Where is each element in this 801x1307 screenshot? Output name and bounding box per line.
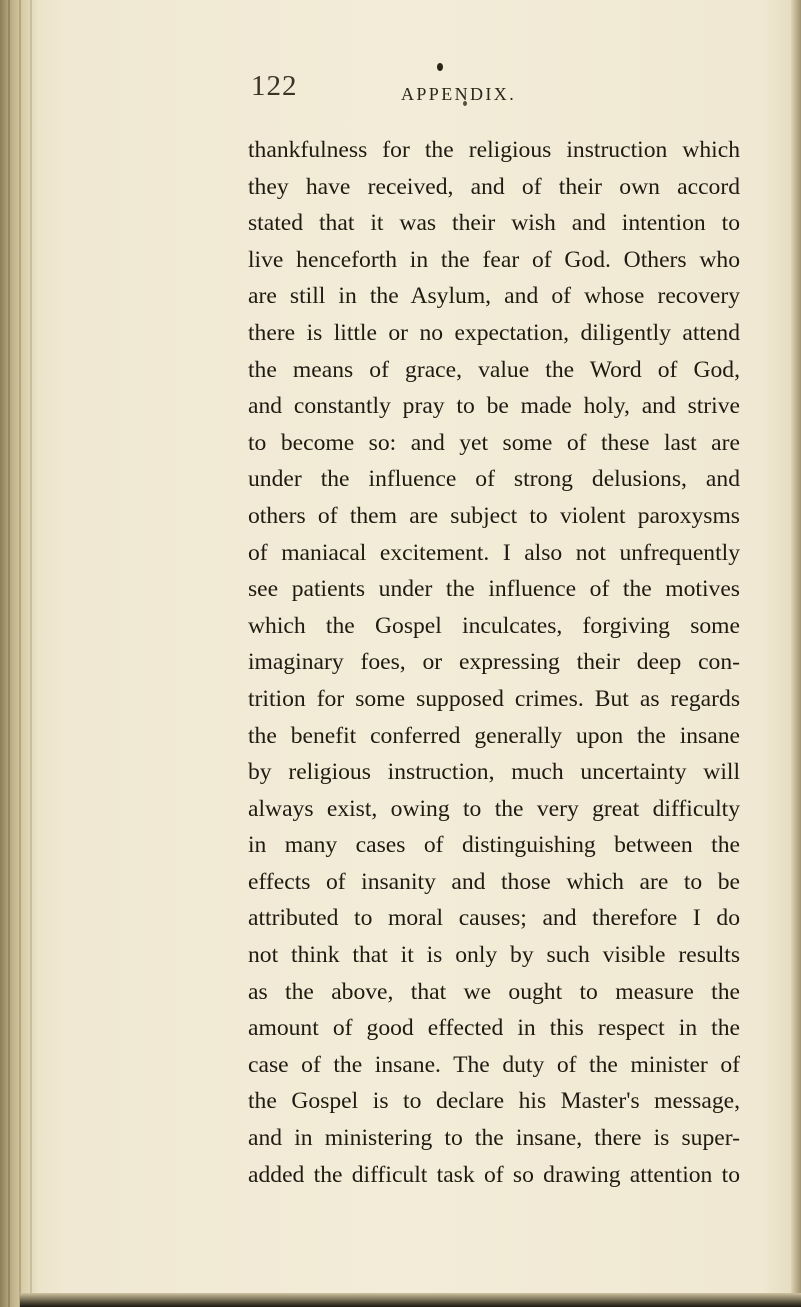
text-line: attributed to moral causes; and therefore I do — [248, 905, 740, 932]
text-line: stated that it was their wish and intention to — [248, 210, 740, 237]
running-head: APPENDIX. — [401, 84, 517, 104]
text-line: not think that it is only by such visible results — [248, 942, 740, 969]
text-line: which the Gospel inculcates, forgiving some — [248, 612, 740, 639]
text-line: always exist, owing to the very great difficulty — [248, 795, 740, 822]
page-bottom-edge — [20, 1293, 801, 1307]
text-line: under the influence of strong delusions, and — [248, 466, 740, 493]
binding-crease-line — [30, 0, 32, 1307]
body-text — [248, 132, 740, 1193]
text-line: imaginary foes, or expressing their deep con- — [248, 649, 740, 676]
text-line: to become so: and yet some of these last are — [248, 429, 740, 456]
text-line: and in ministering to the insane, there is super- — [248, 1125, 740, 1152]
page-right-edge — [791, 0, 801, 1307]
binding-crease-line — [19, 0, 21, 1307]
text-line: others of them are subject to violent paroxysms — [248, 502, 740, 529]
text-line: the benefit conferred generally upon the insane — [248, 722, 740, 749]
text-line: thankfulness for the religious instruction which — [248, 137, 740, 163]
page-number: 122 — [251, 70, 298, 102]
text-line: case of the insane. The duty of the minister of — [248, 1051, 740, 1078]
text-line: amount of good effected in this respect in the — [248, 1015, 740, 1042]
text-line: added the difficult task of so drawing attention to — [248, 1161, 740, 1188]
text-line: live henceforth in the fear of God. Others who — [248, 246, 740, 273]
text-line: the means of grace, value the Word of God, — [248, 356, 740, 383]
text-line: are still in the Asylum, and of whose recovery — [248, 283, 740, 310]
text-line: trition for some supposed crimes. But as regards — [248, 685, 740, 712]
text-line: and constantly pray to be made holy, and strive — [248, 393, 740, 420]
text-line: there is little or no expectation, diligently attend — [248, 319, 740, 346]
text-line: in many cases of distinguishing between the — [248, 832, 740, 859]
ink-speck — [437, 63, 443, 71]
text-line: effects of insanity and those which are to be — [248, 868, 740, 895]
text-line: see patients under the influence of the motives — [248, 576, 740, 603]
text-line: the Gospel is to declare his Master's message, — [248, 1088, 740, 1115]
binding-crease-line — [8, 0, 10, 1307]
text-line: of maniacal excitement. I also not unfrequently — [248, 539, 740, 566]
text-line: by religious instruction, much uncertainty will — [248, 759, 740, 786]
text-line: as the above, that we ought to measure the — [248, 978, 740, 1005]
text-line: they have received, and of their own accord — [248, 173, 740, 200]
